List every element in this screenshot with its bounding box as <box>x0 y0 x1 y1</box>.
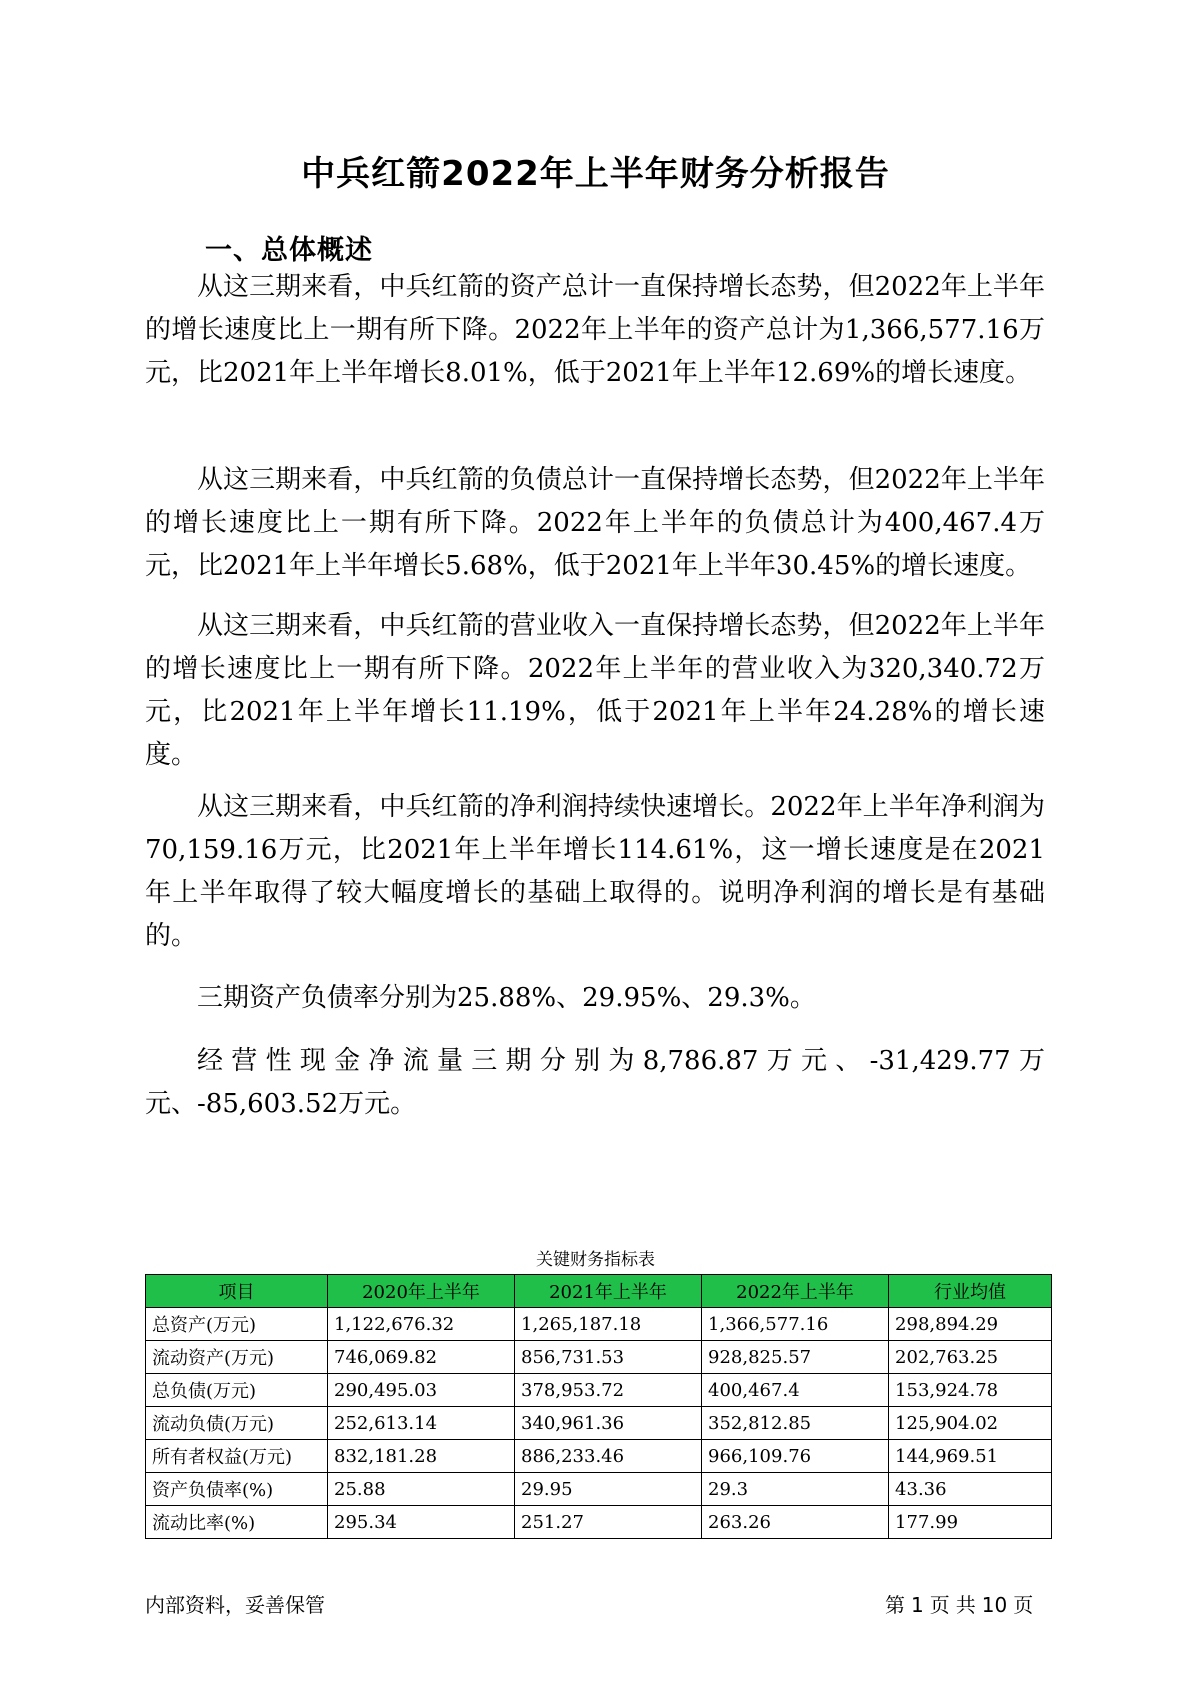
table-cell: 378,953.72 <box>515 1374 702 1407</box>
table-cell: 832,181.28 <box>328 1440 515 1473</box>
table-row <box>146 1440 1052 1473</box>
footer-page-indicator <box>885 1589 1039 1618</box>
table-cell: 746,069.82 <box>328 1341 515 1374</box>
table-cell: 29.95 <box>515 1473 702 1506</box>
table-cell: 202,763.25 <box>889 1341 1052 1374</box>
table-cell: 43.36 <box>889 1473 1052 1506</box>
table-cell: 153,924.78 <box>889 1374 1052 1407</box>
table-cell: 125,904.02 <box>889 1407 1052 1440</box>
paragraph-liabilities <box>145 459 1045 588</box>
column-header: 行业均值 <box>889 1275 1052 1308</box>
table-cell: 总资产(万元) <box>146 1308 328 1341</box>
table-cell: 263.26 <box>702 1506 889 1539</box>
table-cell: 251.27 <box>515 1506 702 1539</box>
table-cell: 资产负债率(%) <box>146 1473 328 1506</box>
paragraph-assets <box>145 266 1045 395</box>
page-number: 1 <box>911 1593 924 1617</box>
paragraph-text: 三期资产负债率分别为25.88%、29.95%、29.3%。 <box>197 983 816 1013</box>
table-cell: 252,613.14 <box>328 1407 515 1440</box>
total-prefix: 共 <box>955 1593 976 1617</box>
table-cell: 177.99 <box>889 1506 1052 1539</box>
paragraph-net-profit <box>145 786 1045 958</box>
column-header: 2020年上半年 <box>328 1275 515 1308</box>
table-cell: 流动负债(万元) <box>146 1407 328 1440</box>
table-cell: 流动比率(%) <box>146 1506 328 1539</box>
paragraph-revenue <box>145 605 1045 777</box>
table-row <box>146 1341 1052 1374</box>
table-cell: 1,122,676.32 <box>328 1308 515 1341</box>
table-cell: 144,969.51 <box>889 1440 1052 1473</box>
page-prefix: 第 <box>885 1593 905 1617</box>
column-header: 2021年上半年 <box>515 1275 702 1308</box>
page-unit: 页 <box>929 1593 950 1617</box>
paragraph-text: 从这三期来看，中兵红箭的资产总计一直保持增长态势，但2022年上半年的增长速度比上一期有所下降。2022年上半年的资产总计为1,366,577.16万元，比2021年上半年增长8.01%，低于2021年上半年12.69%的增长速度。 <box>145 272 1045 388</box>
table-cell: 352,812.85 <box>702 1407 889 1440</box>
table-cell: 966,109.76 <box>702 1440 889 1473</box>
paragraph-debt-ratio <box>145 977 1045 1020</box>
table-cell: 25.88 <box>328 1473 515 1506</box>
paragraph-text: 从这三期来看，中兵红箭的负债总计一直保持增长态势，但2022年上半年的增长速度比上一期有所下降。2022年上半年的负债总计为400,467.4万元，比2021年上半年增长5.68%，低于2021年上半年30.45%的增长速度。 <box>145 465 1045 581</box>
table-caption: 关键财务指标表 <box>536 1250 655 1270</box>
section-heading: 一、总体概述 <box>205 235 373 266</box>
paragraph-text: 从这三期来看，中兵红箭的营业收入一直保持增长态势，但2022年上半年的增长速度比上一期有所下降。2022年上半年的营业收入为320,340.72万元，比2021年上半年增长11.19%，低于2021年上半年24.28%的增长速度。 <box>145 611 1045 770</box>
paragraph-cash-flow <box>145 1040 1045 1126</box>
column-header: 2022年上半年 <box>702 1275 889 1308</box>
document-title: 中兵红箭2022年上半年财务分析报告 <box>301 154 890 194</box>
table-cell: 29.3 <box>702 1473 889 1506</box>
table-row <box>146 1407 1052 1440</box>
table-row <box>146 1374 1052 1407</box>
total-unit: 页 <box>1013 1593 1034 1617</box>
table-cell: 290,495.03 <box>328 1374 515 1407</box>
table-cell: 流动资产(万元) <box>146 1341 328 1374</box>
paragraph-text: 从这三期来看，中兵红箭的净利润持续快速增长。2022年上半年净利润为70,159.16万元，比2021年上半年增长114.61%，这一增长速度是在2021年上半年取得了较大幅度增长的基础上取得的。说明净利润的增长是有基础的。 <box>145 792 1045 951</box>
footer-confidential-note: 内部资料，妥善保管 <box>145 1593 325 1617</box>
column-header: 项目 <box>146 1275 328 1308</box>
table-cell: 总负债(万元) <box>146 1374 328 1407</box>
table-header-row <box>146 1275 1052 1308</box>
table-cell: 1,366,577.16 <box>702 1308 889 1341</box>
table-cell: 400,467.4 <box>702 1374 889 1407</box>
table-cell: 1,265,187.18 <box>515 1308 702 1341</box>
table-cell: 298,894.29 <box>889 1308 1052 1341</box>
total-pages: 10 <box>981 1593 1008 1617</box>
table-cell: 所有者权益(万元) <box>146 1440 328 1473</box>
table-cell: 928,825.57 <box>702 1341 889 1374</box>
table-cell: 856,731.53 <box>515 1341 702 1374</box>
table-row <box>146 1506 1052 1539</box>
table-cell: 886,233.46 <box>515 1440 702 1473</box>
table-row <box>146 1473 1052 1506</box>
table-cell: 340,961.36 <box>515 1407 702 1440</box>
paragraph-text: 经营性现金净流量三期分别为8,786.87万元、-31,429.77万元、-85,603.52万元。 <box>145 1046 1045 1119</box>
table-row <box>146 1308 1052 1341</box>
financial-indicators-table <box>145 1274 1052 1539</box>
table-cell: 295.34 <box>328 1506 515 1539</box>
